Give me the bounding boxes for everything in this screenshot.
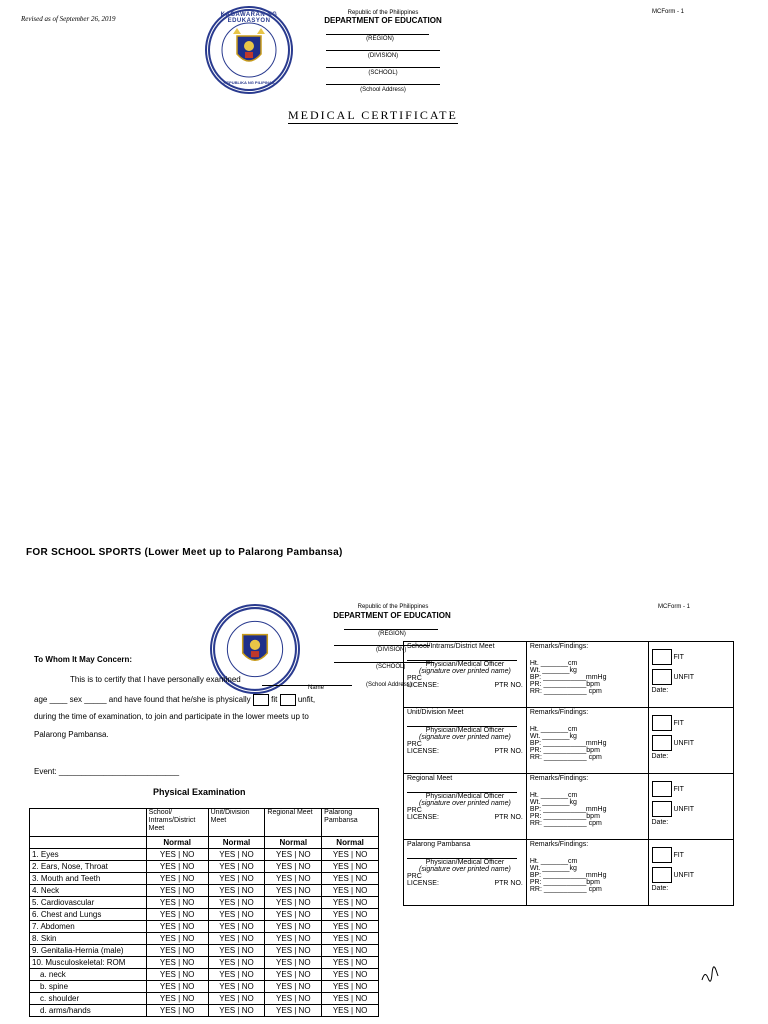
- meet-fit-cell: [648, 840, 734, 906]
- wt-field[interactable]: Wt. _______kg: [529, 733, 577, 740]
- meet-row: [404, 642, 734, 708]
- pe-col-header: Palarong Pambansa: [322, 809, 379, 837]
- unfit-box[interactable]: [652, 735, 672, 751]
- yes-no-toggle[interactable]: YES | NO: [146, 957, 208, 969]
- meet-name: Unit/Division Meet: [407, 709, 464, 716]
- meet-row: [404, 840, 734, 906]
- yes-no-toggle[interactable]: YES | NO: [322, 969, 379, 981]
- pe-row-label: 10. Musculoskeletal: ROM: [30, 957, 147, 969]
- ptr-label: PTR NO.: [494, 814, 523, 821]
- pe-col-header: School/ Intrams/District Meet: [146, 809, 208, 837]
- yes-no-toggle[interactable]: YES | NO: [146, 945, 208, 957]
- unfit-box-label: UNFIT: [673, 871, 695, 879]
- region-line-2: [344, 629, 438, 630]
- form-code: MCForm - 1: [652, 9, 684, 15]
- remarks-label: Remarks/Findings:: [529, 775, 589, 782]
- pe-row: [30, 945, 379, 957]
- prc-label: PRC: [407, 675, 422, 682]
- yes-no-toggle[interactable]: YES | NO: [146, 933, 208, 945]
- yes-no-toggle[interactable]: YES | NO: [322, 921, 379, 933]
- prc-label: PRC: [407, 807, 422, 814]
- ptr-label: PTR NO.: [494, 748, 523, 755]
- signature-label: (signature over printed name): [419, 668, 511, 675]
- pe-row: [30, 921, 379, 933]
- yes-no-toggle[interactable]: YES | NO: [208, 873, 265, 885]
- fit-box[interactable]: [652, 781, 672, 797]
- region-label-2: (REGION): [378, 631, 406, 637]
- license-label: LICENSE:: [407, 814, 439, 821]
- yes-no-toggle[interactable]: YES | NO: [208, 1005, 265, 1017]
- meet-signature-cell: [404, 708, 527, 774]
- normal-label: Normal: [208, 837, 265, 849]
- bp-field[interactable]: BP: ___________mmHg: [529, 740, 607, 747]
- yes-no-toggle[interactable]: YES | NO: [322, 873, 379, 885]
- pe-row: [30, 993, 379, 1005]
- wt-field[interactable]: Wt. _______kg: [529, 799, 577, 806]
- pe-row-label: 6. Chest and Lungs: [30, 909, 147, 921]
- pe-row-label: b. spine: [30, 981, 147, 993]
- yes-no-toggle[interactable]: YES | NO: [265, 969, 322, 981]
- yes-no-toggle[interactable]: YES | NO: [208, 933, 265, 945]
- license-row: [407, 682, 523, 689]
- yes-no-toggle[interactable]: YES | NO: [208, 945, 265, 957]
- signature-label: (signature over printed name): [419, 734, 511, 741]
- pe-row: [30, 909, 379, 921]
- pe-row-label: 8. Skin: [30, 933, 147, 945]
- rr-field[interactable]: RR: ___________ cpm: [529, 886, 602, 893]
- yes-no-toggle[interactable]: YES | NO: [265, 957, 322, 969]
- yes-no-toggle[interactable]: YES | NO: [265, 885, 322, 897]
- division-label-2: (DIVISION): [376, 647, 407, 653]
- seal-top-text: KAGAWARAN NG EDUKASYON: [220, 12, 278, 24]
- date-field[interactable]: Date:: [651, 687, 669, 694]
- pr-field[interactable]: PR: ___________bpm: [529, 681, 600, 688]
- form-code-2: MCForm - 1: [658, 604, 690, 610]
- meet-remarks-cell: [526, 708, 648, 774]
- yes-no-toggle[interactable]: YES | NO: [146, 969, 208, 981]
- fit-box-label: FIT: [673, 653, 684, 661]
- license-label: LICENSE:: [407, 682, 439, 689]
- yes-no-toggle[interactable]: YES | NO: [265, 981, 322, 993]
- pe-row: [30, 933, 379, 945]
- bp-field[interactable]: BP: ___________mmHg: [529, 674, 607, 681]
- meet-signature-cell: [404, 840, 527, 906]
- ht-field[interactable]: Ht. _______cm: [529, 858, 578, 865]
- meet-remarks-cell: [526, 642, 648, 708]
- deped-seal: [205, 6, 293, 94]
- meet-signature-cell: [404, 642, 527, 708]
- yes-no-toggle[interactable]: YES | NO: [146, 849, 208, 861]
- unfit-label: unfit,: [297, 695, 316, 705]
- yes-no-toggle[interactable]: YES | NO: [208, 909, 265, 921]
- pe-row-label: a. neck: [30, 969, 147, 981]
- pe-row-label: c. shoulder: [30, 993, 147, 1005]
- remarks-label: Remarks/Findings:: [529, 709, 589, 716]
- unfit-box-label: UNFIT: [673, 739, 695, 747]
- pr-field[interactable]: PR: ___________bpm: [529, 813, 600, 820]
- yes-no-toggle[interactable]: YES | NO: [146, 885, 208, 897]
- yes-no-toggle[interactable]: YES | NO: [146, 909, 208, 921]
- meet-row: [404, 774, 734, 840]
- cert-line-2: age ____ sex _____ and have found that he/she is physically fit unfit,: [34, 695, 316, 705]
- pe-row-label: 2. Ears, Nose, Throat: [30, 861, 147, 873]
- yes-no-toggle[interactable]: YES | NO: [208, 897, 265, 909]
- region-label: (REGION): [366, 36, 394, 42]
- yes-no-toggle[interactable]: YES | NO: [208, 885, 265, 897]
- sex-label: sex: [69, 695, 83, 705]
- meet-name: School/Intrams/District Meet: [407, 643, 495, 650]
- yes-no-toggle[interactable]: YES | NO: [146, 1005, 208, 1017]
- license-row: [407, 814, 523, 821]
- wt-field[interactable]: Wt. _______kg: [529, 865, 577, 872]
- date-field[interactable]: Date:: [651, 753, 669, 760]
- ptr-label: PTR NO.: [494, 880, 523, 887]
- fit-checkbox[interactable]: [253, 694, 269, 706]
- pe-row-label: 1. Eyes: [30, 849, 147, 861]
- pe-row: [30, 885, 379, 897]
- yes-no-toggle[interactable]: YES | NO: [322, 861, 379, 873]
- rr-field[interactable]: RR: ___________ cpm: [529, 820, 602, 827]
- yes-no-toggle[interactable]: YES | NO: [322, 981, 379, 993]
- bp-field[interactable]: BP: ___________mmHg: [529, 806, 607, 813]
- yes-no-toggle[interactable]: YES | NO: [322, 945, 379, 957]
- name-field[interactable]: [262, 685, 352, 686]
- pe-row-label: 3. Mouth and Teeth: [30, 873, 147, 885]
- yes-no-toggle[interactable]: YES | NO: [265, 933, 322, 945]
- yes-no-toggle[interactable]: YES | NO: [146, 993, 208, 1005]
- pe-row: [30, 957, 379, 969]
- meet-remarks-cell: [526, 774, 648, 840]
- yes-no-toggle[interactable]: YES | NO: [208, 969, 265, 981]
- pe-row: [30, 861, 379, 873]
- department-title: DEPARTMENT OF EDUCATION: [324, 16, 442, 25]
- date-field[interactable]: Date:: [651, 885, 669, 892]
- cert-line-1: This is to certify that I have personally examined: [70, 675, 241, 684]
- school-label-2: (SCHOOL): [376, 664, 406, 670]
- pe-row: [30, 1005, 379, 1017]
- yes-no-toggle[interactable]: YES | NO: [208, 849, 265, 861]
- meet-name: Regional Meet: [407, 775, 453, 782]
- republic-text-2: Republic of the Philippines: [357, 604, 429, 610]
- yes-no-toggle[interactable]: YES | NO: [208, 993, 265, 1005]
- address-label: (School Address): [360, 87, 406, 93]
- fit-box-label: FIT: [673, 719, 684, 727]
- yes-no-toggle[interactable]: YES | NO: [322, 909, 379, 921]
- yes-no-toggle[interactable]: YES | NO: [208, 981, 265, 993]
- yes-no-toggle[interactable]: YES | NO: [265, 897, 322, 909]
- republic-text: Republic of the Philippines: [347, 10, 419, 16]
- meet-fit-cell: [648, 708, 734, 774]
- event-field[interactable]: Event: ___________________________: [34, 767, 180, 776]
- pe-row: [30, 897, 379, 909]
- pr-field[interactable]: PR: ___________bpm: [529, 747, 600, 754]
- unfit-box-label: UNFIT: [673, 805, 695, 813]
- yes-no-toggle[interactable]: YES | NO: [322, 957, 379, 969]
- pe-row-label: 9. Genitalia-Hernia (male): [30, 945, 147, 957]
- yes-no-toggle[interactable]: YES | NO: [146, 921, 208, 933]
- ptr-label: PTR NO.: [494, 682, 523, 689]
- yes-no-toggle[interactable]: YES | NO: [265, 861, 322, 873]
- unfit-box[interactable]: [652, 669, 672, 685]
- yes-no-toggle[interactable]: YES | NO: [265, 909, 322, 921]
- pe-row: [30, 873, 379, 885]
- meet-remarks-cell: [526, 840, 648, 906]
- prc-label: PRC: [407, 873, 422, 880]
- sports-heading: FOR SCHOOL SPORTS (Lower Meet up to Palarong Pambansa): [26, 547, 343, 558]
- fit-box[interactable]: [652, 715, 672, 731]
- yes-no-toggle[interactable]: YES | NO: [146, 861, 208, 873]
- wt-field[interactable]: Wt. _______kg: [529, 667, 577, 674]
- yes-no-toggle[interactable]: YES | NO: [265, 921, 322, 933]
- school-line: [326, 67, 440, 68]
- prc-label: PRC: [407, 741, 422, 748]
- yes-no-toggle[interactable]: YES | NO: [322, 885, 379, 897]
- normal-label: Normal: [265, 837, 322, 849]
- revision-note: Revised as of September 26, 2019: [21, 15, 116, 23]
- certificate-title: MEDICAL CERTIFICATE: [288, 108, 458, 122]
- meet-signature-cell: [404, 774, 527, 840]
- pr-field[interactable]: PR: ___________bpm: [529, 879, 600, 886]
- yes-no-toggle[interactable]: YES | NO: [322, 993, 379, 1005]
- yes-no-toggle[interactable]: YES | NO: [322, 897, 379, 909]
- rr-field[interactable]: RR: ___________ cpm: [529, 688, 602, 695]
- unfit-checkbox[interactable]: [280, 694, 296, 706]
- unfit-box[interactable]: [652, 867, 672, 883]
- pe-row-label: 4. Neck: [30, 885, 147, 897]
- yes-no-toggle[interactable]: YES | NO: [265, 993, 322, 1005]
- fit-box[interactable]: [652, 847, 672, 863]
- division-label: (DIVISION): [367, 53, 399, 59]
- meet-name: Palarong Pambansa: [407, 841, 471, 848]
- pe-col-header: Regional Meet: [265, 809, 322, 837]
- meet-table: [403, 641, 734, 906]
- meet-fit-cell: [648, 642, 734, 708]
- license-row: [407, 748, 523, 755]
- salutation: To Whom It May Concern:: [34, 655, 133, 664]
- remarks-label: Remarks/Findings:: [529, 643, 589, 650]
- address-line: [326, 84, 440, 85]
- yes-no-toggle[interactable]: YES | NO: [208, 921, 265, 933]
- physician-label: Physician/Medical Officer: [425, 661, 505, 668]
- physician-label: Physician/Medical Officer: [425, 859, 505, 866]
- seal-bottom-text: REPUBLIKA NG PILIPINAS: [223, 80, 275, 85]
- yes-no-toggle[interactable]: YES | NO: [322, 1005, 379, 1017]
- signature-label: (signature over printed name): [419, 800, 511, 807]
- meet-fit-cell: [648, 774, 734, 840]
- unfit-box[interactable]: [652, 801, 672, 817]
- date-field[interactable]: Date:: [651, 819, 669, 826]
- yes-no-toggle[interactable]: YES | NO: [322, 933, 379, 945]
- yes-no-toggle[interactable]: YES | NO: [265, 945, 322, 957]
- pe-row: [30, 969, 379, 981]
- rr-field[interactable]: RR: ___________ cpm: [529, 754, 602, 761]
- physician-label: Physician/Medical Officer: [425, 793, 505, 800]
- pe-header-blank: [30, 809, 147, 837]
- address-label-2: (School Address): [366, 682, 412, 688]
- fit-box-label: FIT: [673, 785, 684, 793]
- pe-row: [30, 981, 379, 993]
- yes-no-toggle[interactable]: YES | NO: [322, 849, 379, 861]
- meet-row: [404, 708, 734, 774]
- signature-scribble-icon: [700, 966, 720, 984]
- license-row: [407, 880, 523, 887]
- region-line: [326, 34, 429, 35]
- normal-label: Normal: [146, 837, 208, 849]
- cert-line-3: during the time of examination, to join and participate in the lower meets up to: [34, 712, 309, 721]
- unfit-box-label: UNFIT: [673, 673, 695, 681]
- remarks-label: Remarks/Findings:: [529, 841, 589, 848]
- pe-row-label: 7. Abdomen: [30, 921, 147, 933]
- normal-label: Normal: [322, 837, 379, 849]
- fit-box-label: FIT: [673, 851, 684, 859]
- yes-no-toggle[interactable]: YES | NO: [265, 849, 322, 861]
- yes-no-toggle[interactable]: YES | NO: [208, 861, 265, 873]
- yes-no-toggle[interactable]: YES | NO: [265, 873, 322, 885]
- physical-exam-table: [29, 808, 379, 1017]
- ht-field[interactable]: Ht. _______cm: [529, 660, 578, 667]
- fit-box[interactable]: [652, 649, 672, 665]
- pe-title: Physical Examination: [153, 787, 246, 797]
- department-title-2: DEPARTMENT OF EDUCATION: [333, 611, 451, 620]
- yes-no-toggle[interactable]: YES | NO: [146, 897, 208, 909]
- cert-line-4: Palarong Pambansa.: [34, 730, 109, 739]
- physician-label: Physician/Medical Officer: [425, 727, 505, 734]
- yes-no-toggle[interactable]: YES | NO: [146, 981, 208, 993]
- division-line: [326, 50, 440, 51]
- yes-no-toggle[interactable]: YES | NO: [265, 1005, 322, 1017]
- name-label: Name: [308, 685, 325, 691]
- pe-row-label: 5. Cardiovascular: [30, 897, 147, 909]
- ht-field[interactable]: Ht. _______cm: [529, 726, 578, 733]
- pe-normal-blank: [30, 837, 147, 849]
- found-text: and have found that he/she is physically: [108, 695, 251, 705]
- meet-body: [404, 642, 734, 906]
- license-label: LICENSE:: [407, 748, 439, 755]
- pe-body: [30, 849, 379, 1017]
- pe-col-header: Unit/Division Meet: [208, 809, 265, 837]
- license-label: LICENSE:: [407, 880, 439, 887]
- yes-no-toggle[interactable]: YES | NO: [146, 873, 208, 885]
- pe-row-label: d. arms/hands: [30, 1005, 147, 1017]
- school-label: (SCHOOL): [368, 70, 398, 76]
- pe-row: [30, 849, 379, 861]
- ht-field[interactable]: Ht. _______cm: [529, 792, 578, 799]
- yes-no-toggle[interactable]: YES | NO: [208, 957, 265, 969]
- signature-label: (signature over printed name): [419, 866, 511, 873]
- age-label: age: [34, 695, 48, 705]
- bp-field[interactable]: BP: ___________mmHg: [529, 872, 607, 879]
- fit-label: fit: [271, 695, 278, 705]
